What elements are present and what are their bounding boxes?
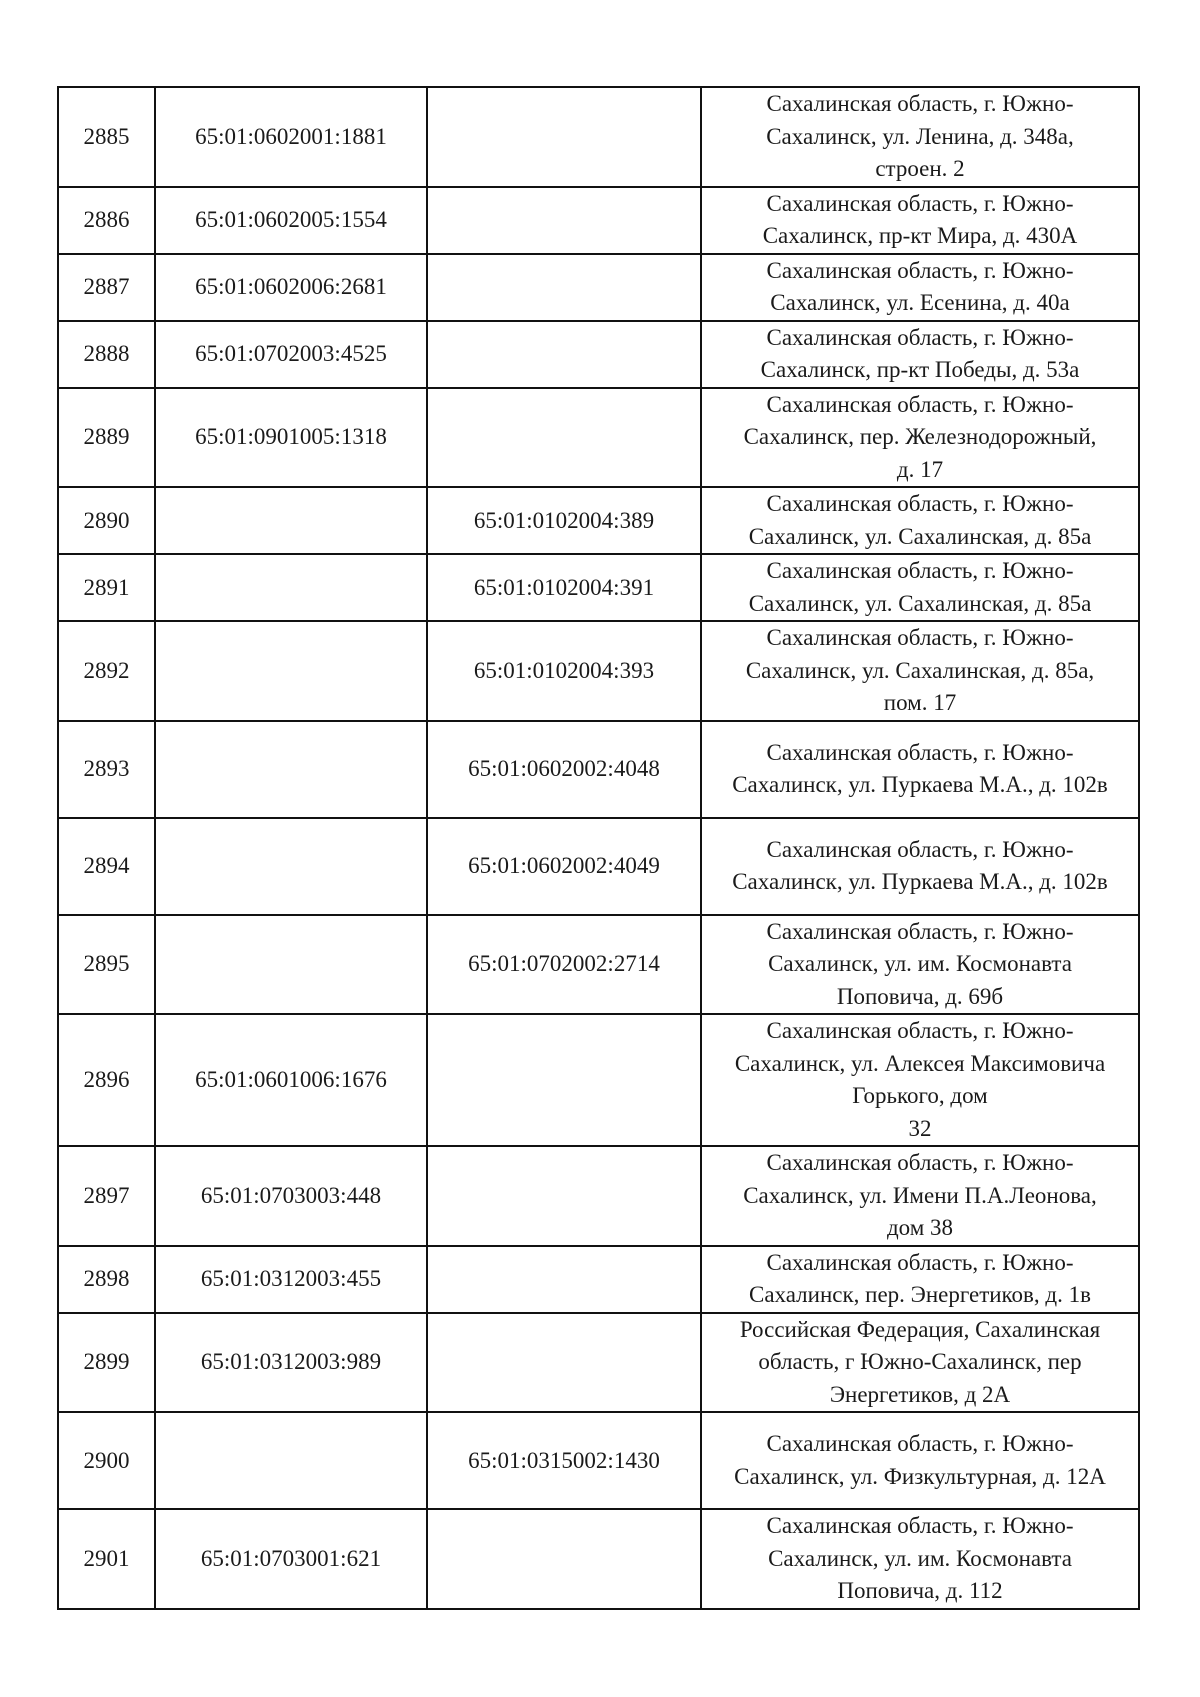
table-body [58,87,1139,1609]
row-number-cell: 2895 [58,915,155,1015]
address-cell [701,321,1139,388]
address-cell [701,1509,1139,1609]
cadastral-number-cell: 65:01:0703001:621 [155,1509,427,1609]
table-row [58,1509,1139,1609]
row-number-cell: 2885 [58,87,155,187]
row-number-cell: 2900 [58,1412,155,1509]
premises-cadastral-number-cell [427,87,701,187]
address-line: Сахалинская область, г. Южно- [766,918,1074,944]
address-line: Сахалинская область, г. Южно- [766,1150,1074,1175]
address-cell [701,187,1139,254]
row-number-cell: 2891 [58,554,155,621]
cadastral-number-cell [155,554,427,621]
address-cell [701,1246,1139,1313]
address-line: Сахалинская область, г. Южно- [766,257,1074,283]
cadastral-number-cell: 65:01:0602001:1881 [155,87,427,187]
cadastral-number-cell [155,1412,427,1509]
address-cell [701,818,1139,915]
cadastral-number-cell [155,621,427,721]
address-line: Российская Федерация, Сахалинская [739,1316,1101,1342]
address-cell [701,487,1139,554]
address-cell [701,388,1139,488]
address-line: Сахалинск, ул. Имени П.А.Леонова, [743,1182,1097,1208]
address-cell [701,87,1139,187]
address-cell [701,1014,1139,1146]
table-row [58,87,1139,187]
address-line: Сахалинск, ул. Пуркаева М.А., д. 102в [732,869,1108,894]
table-row [58,187,1139,254]
premises-cadastral-number-cell [427,1509,701,1609]
address-line: Сахалинская область, г. Южно- [766,836,1074,862]
address-cell [701,1412,1139,1509]
address-cell [701,1146,1139,1246]
address-line: Сахалинская область, г. Южно- [766,91,1074,116]
table-row [58,1014,1139,1146]
row-number-cell: 2897 [58,1146,155,1246]
premises-cadastral-number-cell: 65:01:0602002:4049 [427,818,701,915]
address-line: Сахалинская область, г. Южно- [766,558,1074,583]
address-cell [701,915,1139,1015]
address-line: Сахалинск, пер. Энергетиков, д. 1в [749,1282,1091,1307]
row-number-cell: 2898 [58,1246,155,1313]
row-number-cell: 2892 [58,621,155,721]
address-line: Горького, дом [852,1083,988,1108]
cadastral-number-cell: 65:01:0312003:989 [155,1313,427,1413]
address-line: Сахалинская область, г. Южно- [766,1249,1074,1275]
address-line: Сахалинская область, г. Южно- [766,391,1074,417]
premises-cadastral-number-cell [427,1014,701,1146]
address-cell [701,554,1139,621]
premises-cadastral-number-cell: 65:01:0702002:2714 [427,915,701,1015]
cadastral-number-cell [155,487,427,554]
cadastral-number-cell: 65:01:0602005:1554 [155,187,427,254]
address-line: Сахалинск, пр-кт Победы, д. 53а [760,357,1080,382]
table-row [58,621,1139,721]
table-row [58,388,1139,488]
row-number-cell: 2888 [58,321,155,388]
row-number-cell: 2894 [58,818,155,915]
address-line: Сахалинск, ул. им. Космонавта [768,1545,1072,1571]
cadastral-number-cell: 65:01:0602006:2681 [155,254,427,321]
premises-cadastral-number-cell [427,1313,701,1413]
table-row [58,254,1139,321]
row-number-cell: 2896 [58,1014,155,1146]
address-line: Сахалинская область, г. Южно- [766,491,1074,516]
table-row [58,721,1139,818]
address-cell [701,1313,1139,1413]
address-line: область, г Южно-Сахалинск, пер [758,1349,1082,1374]
row-number-cell: 2890 [58,487,155,554]
row-number-cell: 2893 [58,721,155,818]
address-line: дом 38 [886,1215,954,1240]
table-row [58,554,1139,621]
row-number-cell: 2886 [58,187,155,254]
address-line: Сахалинск, ул. Сахалинская, д. 85а [748,523,1092,549]
address-line: Сахалинск, ул. Сахалинская, д. 85а [748,590,1092,616]
premises-cadastral-number-cell [427,254,701,321]
address-line: Сахалинск, ул. Есенина, д. 40а [770,290,1070,315]
table-row [58,321,1139,388]
premises-cadastral-number-cell: 65:01:0102004:393 [427,621,701,721]
table-row [58,1313,1139,1413]
address-line: Сахалинская область, г. Южно- [766,190,1074,216]
cadastral-number-cell: 65:01:0601006:1676 [155,1014,427,1146]
table-row [58,1412,1139,1509]
premises-cadastral-number-cell: 65:01:0102004:389 [427,487,701,554]
address-line: Энергетиков, д 2А [829,1381,1011,1407]
address-line: Сахалинск, пр-кт Мира, д. 430А [762,223,1078,248]
row-number-cell: 2887 [58,254,155,321]
address-line: Сахалинск, ул. Сахалинская, д. 85а, [745,657,1095,683]
address-line: строен. 2 [875,156,965,181]
row-number-cell: 2899 [58,1313,155,1413]
table-row [58,487,1139,554]
cadastral-number-cell [155,721,427,818]
address-line: 32 [908,1115,932,1141]
row-number-cell: 2901 [58,1509,155,1609]
registry-table [57,86,1140,1610]
table-row [58,915,1139,1015]
address-line: Поповича, д. 69б [836,983,1004,1009]
address-cell [701,621,1139,721]
table-row [58,1146,1139,1246]
address-line: Сахалинская область, г. Южно- [766,1513,1074,1538]
address-line: Сахалинская область, г. Южно- [766,1018,1074,1043]
premises-cadastral-number-cell: 65:01:0602002:4048 [427,721,701,818]
premises-cadastral-number-cell [427,187,701,254]
cadastral-number-cell: 65:01:0312003:455 [155,1246,427,1313]
address-line: Сахалинск, ул. Физкультурная, д. 12А [734,1463,1106,1489]
premises-cadastral-number-cell: 65:01:0102004:391 [427,554,701,621]
address-line: д. 17 [896,456,944,482]
address-line: Сахалинск, ул. Пуркаева М.А., д. 102в [732,772,1108,797]
cadastral-number-cell: 65:01:0703003:448 [155,1146,427,1246]
premises-cadastral-number-cell [427,388,701,488]
address-line: Сахалинская область, г. Южно- [766,625,1074,650]
row-number-cell: 2889 [58,388,155,488]
address-line: пом. 17 [883,690,957,715]
address-line: Сахалинск, пер. Железнодорожный, [743,424,1097,449]
address-line: Сахалинск, ул. Ленина, д. 348а, [766,123,1074,149]
address-cell [701,254,1139,321]
cadastral-number-cell [155,915,427,1015]
address-line: Сахалинская область, г. Южно- [766,739,1074,765]
cadastral-number-cell: 65:01:0702003:4525 [155,321,427,388]
premises-cadastral-number-cell [427,1246,701,1313]
premises-cadastral-number-cell [427,1146,701,1246]
address-line: Поповича, д. 112 [837,1578,1003,1603]
address-cell [701,721,1139,818]
cadastral-number-cell: 65:01:0901005:1318 [155,388,427,488]
premises-cadastral-number-cell: 65:01:0315002:1430 [427,1412,701,1509]
table-row [58,818,1139,915]
table-row [58,1246,1139,1313]
premises-cadastral-number-cell [427,321,701,388]
address-line: Сахалинск, ул. им. Космонавта [768,951,1072,976]
cadastral-number-cell [155,818,427,915]
address-line: Сахалинская область, г. Южно- [766,1431,1074,1456]
address-line: Сахалинская область, г. Южно- [766,324,1074,350]
address-line: Сахалинск, ул. Алексея Максимовича [734,1050,1106,1076]
